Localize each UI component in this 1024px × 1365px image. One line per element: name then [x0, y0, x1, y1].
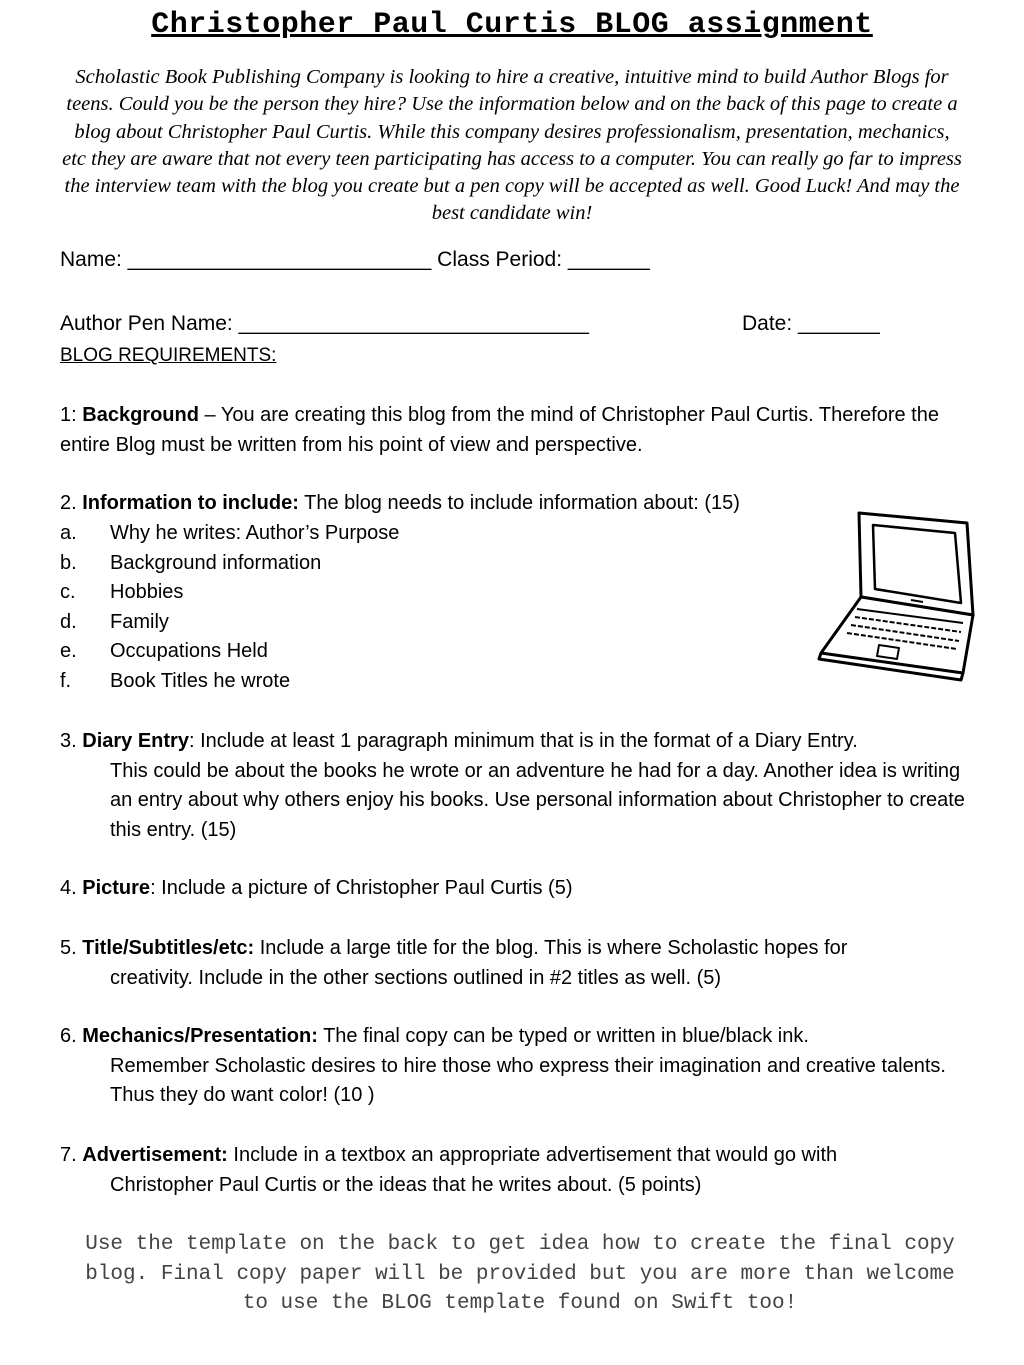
requirement-text-continued: creativity. Include in the other sections outlined in #2 titles as well. (5): [110, 966, 722, 989]
requirements-heading: BLOG REQUIREMENTS:: [60, 345, 277, 366]
requirement-text: – You are creating this blog from the mind of Christopher Paul Curtis. Therefore the entire Blog must be written from his point of view and perspective.: [60, 404, 939, 456]
information-list: [60, 519, 399, 697]
list-item-text: Why he writes: Author’s Purpose: [110, 522, 400, 544]
requirement-text: : Include at least 1 paragraph minimum that is in the format of a Diary Entry.: [188, 730, 858, 752]
requirement-label: Background: [82, 404, 199, 426]
intro-paragraph: Scholastic Book Publishing Company is looking to hire a creative, intuitive mind to build Author Blogs for teens. Could you be the person they hire? Use the information below and on the back of this page to create a blog about Christopher Paul Curtis. While this company desires professionalism, presentation, mechanics, etc they are aware that not every teen participating has access to a computer. You can really go far to impress the interview team with the blog you create but a pen copy will be accepted as well. Good Luck! And may the best candidate win!: [62, 66, 962, 225]
author-pen-name-field[interactable]: Author Pen Name: ______________________________: [60, 312, 589, 335]
requirement-label: Diary Entry: [82, 730, 189, 752]
page-title: Christopher Paul Curtis BLOG assignment: [151, 8, 873, 42]
requirement-text: The blog needs to include information about: (15): [298, 492, 740, 514]
laptop-icon: [815, 505, 985, 685]
requirement-number: 5.: [60, 937, 83, 959]
requirement-label: Title/Subtitles/etc:: [82, 937, 255, 959]
requirement-text-continued: Christopher Paul Curtis or the ideas that he writes about. (5 points): [110, 1173, 702, 1196]
requirement-advertisement: [60, 1141, 980, 1200]
requirement-label: Information to include:: [82, 492, 299, 514]
list-item: [60, 667, 399, 697]
list-marker: d.: [60, 610, 77, 633]
requirement-text-continued: This could be about the books he wrote or an adventure he had for a day. Another idea is writing an entry about why others enjoy his books. Use personal information about Christopher to create this entry. (15): [110, 759, 965, 841]
list-item: [60, 549, 399, 579]
requirement-text: The final copy can be typed or written in blue/black ink.: [317, 1025, 809, 1047]
list-marker: f.: [60, 669, 72, 692]
requirement-label: Picture: [82, 877, 151, 899]
requirement-text: : Include a picture of Christopher Paul Curtis (5): [150, 877, 573, 899]
requirement-number: 3.: [60, 730, 83, 752]
list-item-text: Occupations Held: [110, 640, 268, 663]
list-item-text: Background information: [110, 551, 322, 574]
list-marker: c.: [60, 581, 76, 604]
requirement-number: 1:: [60, 404, 83, 426]
name-class-period-field[interactable]: Name: __________________________ Class Period: _______: [60, 248, 650, 271]
requirement-text: Include in a textbox an appropriate advertisement that would go with: [227, 1144, 838, 1166]
footer-note: Use the template on the back to get idea how to create the final copy blog. Final copy paper will be provided but you are more than welcome to use the BLOG template found on Swift too!: [85, 1233, 955, 1315]
requirement-label: Mechanics/Presentation:: [82, 1025, 318, 1047]
list-item: [60, 578, 399, 608]
list-item-text: Book Titles he wrote: [110, 669, 291, 692]
requirement-diary-entry: [60, 727, 980, 845]
requirement-number: 2.: [60, 492, 83, 514]
requirement-text-continued: Remember Scholastic desires to hire those who express their imagination and creative talents. Thus they do want color! (10 ): [110, 1054, 946, 1107]
requirement-text: Include a large title for the blog. This is where Scholastic hopes for: [254, 937, 848, 959]
date-field[interactable]: Date: _______: [742, 312, 880, 335]
list-item: [60, 608, 399, 638]
list-item-text: Family: [110, 610, 169, 633]
requirement-picture: [60, 874, 980, 904]
list-marker: e.: [60, 640, 77, 663]
requirement-background: [60, 401, 980, 460]
requirement-titles: [60, 934, 980, 993]
list-marker: a.: [60, 522, 77, 544]
requirement-mechanics: [60, 1022, 980, 1111]
list-item-text: Hobbies: [110, 581, 184, 604]
requirement-number: 6.: [60, 1025, 83, 1047]
list-marker: b.: [60, 551, 77, 574]
list-item: [60, 519, 399, 549]
list-item: [60, 637, 399, 667]
requirement-number: 7.: [60, 1144, 83, 1166]
requirement-number: 4.: [60, 877, 83, 899]
requirement-label: Advertisement:: [82, 1144, 228, 1166]
